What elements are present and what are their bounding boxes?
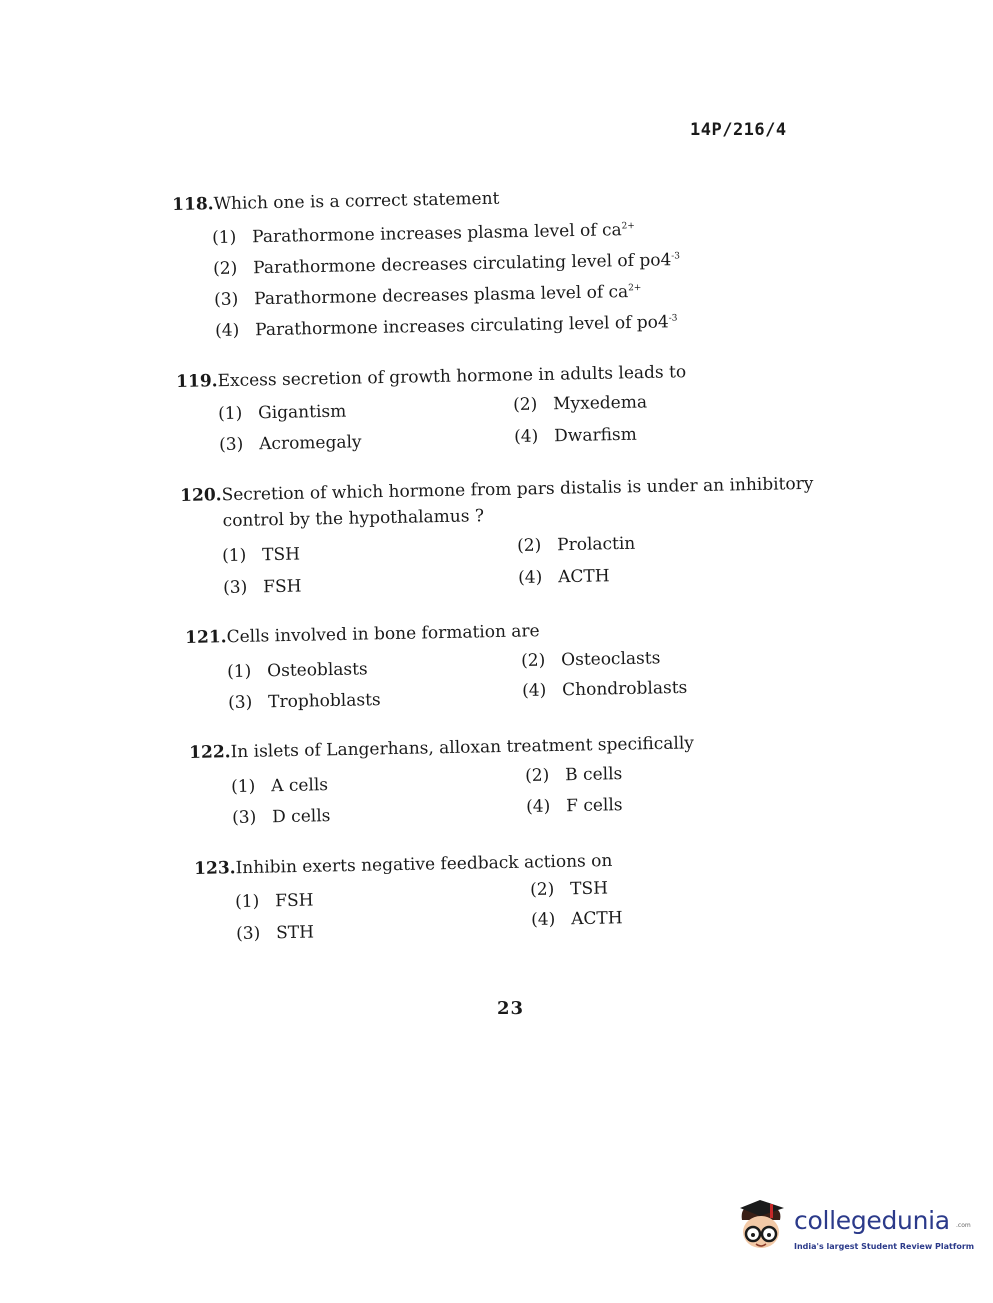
option-text: TSH — [261, 544, 301, 566]
option-number: (2) — [530, 879, 555, 900]
page-code: 14P/216/4 — [690, 120, 787, 140]
option-118-3[interactable] — [214, 282, 642, 310]
option-number: (3) — [219, 434, 244, 455]
option-number: (2) — [517, 535, 542, 556]
option-text: Parathormone increases plasma level of ca — [251, 220, 622, 248]
option-superscript: 2+ — [628, 283, 642, 294]
option-123-1[interactable] — [235, 890, 314, 911]
option-number: (1) — [227, 661, 252, 682]
option-number: (2) — [513, 394, 538, 415]
option-number: (4) — [215, 320, 240, 341]
option-text: Trophoblasts — [267, 690, 381, 713]
option-superscript: 2+ — [621, 221, 635, 232]
option-text: FSH — [262, 576, 302, 598]
option-120-1[interactable] — [222, 545, 300, 566]
option-number: (3) — [223, 577, 248, 598]
option-119-4[interactable] — [514, 425, 637, 447]
option-121-4[interactable] — [522, 678, 687, 701]
question-119 — [176, 359, 816, 393]
question-text: In islets of Langerhans, alloxan treatment specifically — [230, 733, 695, 763]
option-123-4[interactable] — [531, 908, 623, 930]
question-number: 123. — [194, 858, 236, 879]
brand-tagline: India's largest Student Review Platform — [794, 1242, 975, 1251]
option-123-2[interactable] — [530, 879, 608, 900]
option-number: (4) — [526, 796, 551, 817]
option-122-2[interactable] — [525, 764, 622, 786]
option-text: Parathormone decreases plasma level of ca — [253, 282, 629, 310]
option-118-4[interactable] — [215, 312, 678, 341]
option-text: Osteoclasts — [560, 648, 661, 671]
option-number: (1) — [222, 545, 247, 566]
option-number: (3) — [214, 289, 239, 310]
question-118 — [172, 182, 812, 216]
option-text: STH — [275, 922, 315, 944]
option-122-1[interactable] — [231, 775, 328, 797]
question-number: 122. — [189, 742, 231, 763]
option-number: (2) — [213, 258, 238, 279]
option-number: (2) — [521, 650, 546, 671]
option-number: (4) — [522, 680, 547, 701]
option-118-1[interactable] — [212, 220, 635, 248]
option-text: Gigantism — [257, 401, 347, 424]
question-121 — [185, 615, 825, 649]
option-number: (4) — [514, 426, 539, 447]
option-121-3[interactable] — [228, 690, 381, 713]
option-text: Prolactin — [556, 533, 636, 556]
question-text: Excess secretion of growth hormone in adults leads to — [217, 362, 687, 392]
option-120-2[interactable] — [517, 534, 635, 556]
option-superscript: -3 — [668, 313, 678, 324]
option-122-3[interactable] — [232, 806, 331, 828]
option-number: (3) — [228, 692, 253, 713]
question-text: Cells involved in bone formation are — [226, 621, 540, 648]
question-number: 120. — [180, 485, 222, 506]
option-122-4[interactable] — [526, 795, 623, 817]
question-text-continued: control by the hypothalamus ? — [222, 506, 485, 532]
option-text: FSH — [274, 890, 314, 912]
option-number: (1) — [218, 403, 243, 424]
option-text: F cells — [565, 795, 623, 817]
question-text: Inhibin exerts negative feedback actions on — [235, 850, 613, 879]
option-number: (4) — [531, 909, 556, 930]
option-text: Acromegaly — [258, 432, 362, 455]
option-text: Parathormone increases circulating level of po4 — [254, 312, 669, 341]
option-text: Osteoblasts — [266, 659, 368, 682]
option-119-3[interactable] — [219, 432, 362, 455]
option-number: (1) — [231, 776, 256, 797]
option-superscript: -3 — [671, 251, 681, 262]
option-number: (2) — [525, 765, 550, 786]
watermark-logo — [736, 1198, 975, 1262]
option-123-3[interactable] — [236, 923, 314, 944]
option-text: B cells — [564, 764, 623, 786]
option-120-4[interactable] — [518, 566, 610, 588]
option-text: A cells — [270, 775, 329, 797]
option-text: Myxedema — [552, 392, 648, 415]
option-number: (3) — [236, 923, 261, 944]
brand-name: collegedunia — [794, 1206, 950, 1235]
question-number: 119. — [176, 371, 218, 392]
question-text: Secretion of which hormone from pars distalis is under an inhibitory — [221, 473, 814, 506]
mascot-icon — [736, 1198, 792, 1262]
option-121-1[interactable] — [227, 659, 368, 682]
option-text: Parathormone decreases circulating level of po4 — [252, 250, 672, 279]
question-123 — [194, 846, 834, 880]
page-number: 23 — [497, 998, 525, 1019]
brand-tld: .com — [956, 1222, 971, 1229]
option-number: (1) — [212, 227, 237, 248]
option-text: Chondroblasts — [561, 677, 688, 701]
option-119-1[interactable] — [218, 402, 346, 424]
option-number: (3) — [232, 807, 257, 828]
option-text: D cells — [271, 806, 331, 828]
question-122 — [189, 730, 829, 764]
question-number: 118. — [172, 194, 214, 215]
question-text: Which one is a correct statement — [213, 188, 500, 215]
option-text: Dwarfism — [553, 424, 638, 447]
option-text: TSH — [569, 878, 609, 900]
option-text: ACTH — [570, 908, 623, 930]
option-text: ACTH — [557, 566, 610, 588]
option-number: (4) — [518, 567, 543, 588]
option-118-2[interactable] — [213, 250, 680, 279]
option-119-2[interactable] — [513, 392, 647, 415]
option-number: (1) — [235, 891, 260, 912]
question-number: 121. — [185, 627, 227, 648]
option-120-3[interactable] — [223, 576, 302, 597]
option-121-2[interactable] — [521, 648, 661, 671]
question-120 — [180, 472, 841, 533]
